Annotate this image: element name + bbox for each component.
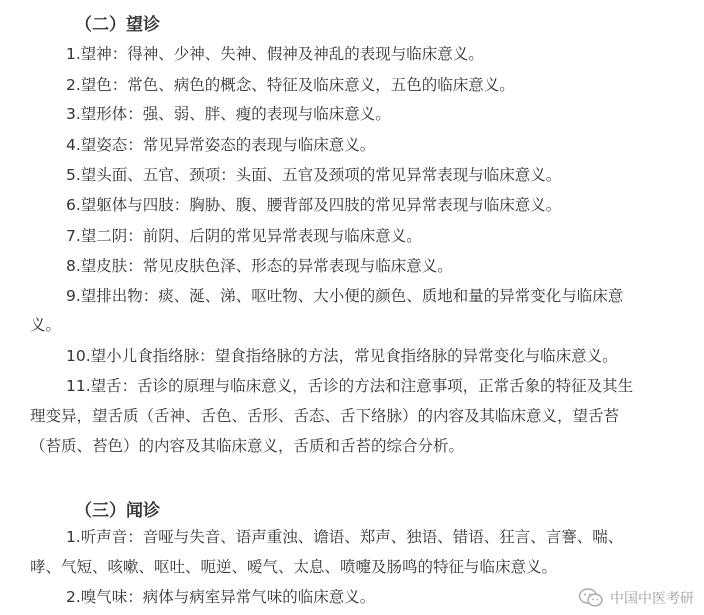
- watermark-text: 中国中医考研: [610, 591, 694, 607]
- list-item: 3.望形体：强、弱、胖、瘦的表现与临床意义。: [66, 105, 391, 123]
- wechat-logo-icon: [578, 587, 604, 609]
- list-item: 1.望神：得神、少神、失神、假神及神乱的表现与临床意义。: [66, 45, 484, 63]
- section-heading-wenzhen: （三）闻诊: [75, 501, 160, 521]
- list-item: 9.望排出物：痰、涎、涕、呕吐物、大小便的颜色、质地和量的异常变化与临床意: [66, 287, 624, 305]
- list-item-continuation: （苔质、苔色）的内容及其临床意义，舌质和舌苔的综合分析。: [30, 437, 465, 455]
- list-item-continuation: 理变异，望舌质（舌神、舌色、舌形、舌态、舌下络脉）的内容及其临床意义，望舌苔: [30, 407, 620, 425]
- list-item: 4.望姿态：常见异常姿态的表现与临床意义。: [66, 136, 376, 154]
- section-heading-wangzhen: （二）望诊: [75, 15, 160, 35]
- list-item: 10.望小儿食指络脉：望食指络脉的方法，常见食指络脉的异常变化与临床意义。: [66, 347, 618, 365]
- list-item: 2.嗅气味：病体与病室异常气味的临床意义。: [66, 588, 376, 606]
- list-item: 8.望皮肤：常见皮肤色泽、形态的异常表现与临床意义。: [66, 257, 453, 275]
- list-item: 6.望躯体与四肢：胸胁、腹、腰背部及四肢的常见异常表现与临床意义。: [66, 196, 562, 214]
- list-item: 5.望头面、五官、颈项：头面、五官及颈项的常见异常表现与临床意义。: [66, 166, 562, 184]
- list-item: 1.听声音：音哑与失音、语声重浊、谵语、郑声、独语、错语、狂言、言謇、喘、: [66, 528, 624, 546]
- list-item: 7.望二阴：前阴、后阴的常见异常表现与临床意义。: [66, 227, 422, 245]
- list-item-continuation: 哮、气短、咳嗽、呕吐、呃逆、嗳气、太息、喷嚏及肠鸣的特征与临床意义。: [30, 558, 558, 576]
- watermark: [578, 587, 694, 609]
- list-item-continuation: 义。: [30, 316, 62, 334]
- list-item: 2.望色：常色、病色的概念、特征及临床意义，五色的临床意义。: [66, 76, 515, 94]
- list-item: 11.望舌：舌诊的原理与临床意义，舌诊的方法和注意事项，正常舌象的特征及其生: [66, 377, 634, 395]
